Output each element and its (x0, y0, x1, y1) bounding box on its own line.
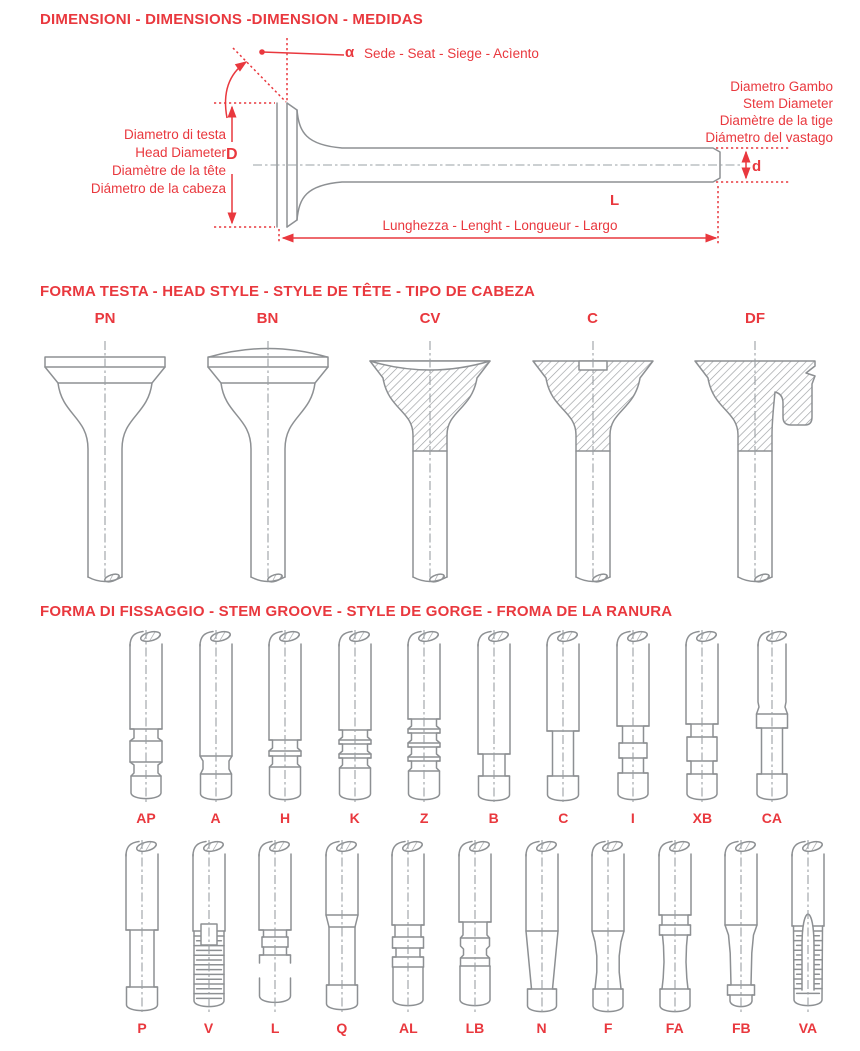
stem-groove-label: LB (465, 1020, 485, 1036)
head-style-item (675, 310, 835, 585)
head-style-row (25, 310, 835, 585)
label-line: Diámetro del vastago (705, 130, 833, 145)
stem-groove-item (510, 838, 574, 1036)
stem-groove-label: CA (761, 810, 783, 826)
valve-head-drawing-cv (350, 329, 510, 585)
label-line: Stem Diameter (742, 96, 833, 111)
head-style-item (350, 310, 510, 585)
head-style-label: BN (256, 310, 279, 327)
stem-groove-item (310, 838, 374, 1036)
stem-groove-drawing-p (110, 838, 174, 1016)
stem-groove-item (323, 628, 387, 826)
label-line: Diametro Gambo (730, 79, 833, 94)
stem-groove-drawing-fb (709, 838, 773, 1016)
stem-groove-section-title: FORMA DI FISSAGGIO - STEM GROOVE - STYLE DE GORGE - FROMA DE LA RANURA (40, 603, 673, 620)
head-style-label: CV (419, 310, 441, 327)
stem-groove-label: B (488, 810, 499, 826)
stem-groove-item (253, 628, 317, 826)
stem-groove-row-2 (110, 838, 840, 1036)
head-style-item (188, 310, 348, 585)
stem-groove-label: N (536, 1020, 547, 1036)
stem-groove-drawing-ca (740, 628, 804, 806)
stem-groove-drawing-v (177, 838, 241, 1016)
stem-groove-item (110, 838, 174, 1036)
stem-groove-label: Q (336, 1020, 348, 1036)
head-style-item (513, 310, 673, 585)
dimensions-section-title: DIMENSIONI - DIMENSIONS -DIMENSION - MEDIDAS (40, 11, 423, 28)
stem-groove-drawing-xb (670, 628, 734, 806)
stem-groove-drawing-l (243, 838, 307, 1016)
stem-groove-drawing-al (376, 838, 440, 1016)
stem-groove-label: F (603, 1020, 613, 1036)
seat-label: Sede - Seat - Siege - Acìento (364, 46, 539, 61)
valve-head-drawing-pn (25, 329, 185, 585)
head-style-label: DF (745, 310, 765, 327)
stem-groove-label: V (203, 1020, 214, 1036)
stem-groove-label: XB (692, 810, 713, 826)
stem-groove-drawing-lb (443, 838, 507, 1016)
stem-groove-item (462, 628, 526, 826)
head-style-section-title: FORMA TESTA - HEAD STYLE - STYLE DE TÊTE - TIPO DE CABEZA (40, 283, 536, 300)
stem-groove-drawing-n (510, 838, 574, 1016)
stem-groove-item (740, 628, 804, 826)
stem-groove-item (643, 838, 707, 1036)
head-diameter-label (38, 126, 226, 198)
stem-groove-drawing-q (310, 838, 374, 1016)
stem-groove-drawing-ap (114, 628, 178, 806)
stem-groove-item (531, 628, 595, 826)
stem-groove-label: Z (419, 810, 429, 826)
stem-groove-drawing-f (576, 838, 640, 1016)
head-style-item (25, 310, 185, 585)
stem-groove-drawing-k (323, 628, 387, 806)
stem-groove-label: L (270, 1020, 280, 1036)
stem-groove-label: I (630, 810, 635, 826)
stem-groove-label: FB (732, 1020, 751, 1036)
stem-groove-drawing-z (392, 628, 456, 806)
valve-head-drawing-c (513, 329, 673, 585)
valve-head-drawing-df (675, 329, 835, 585)
stem-groove-item (776, 838, 840, 1036)
stem-groove-item (184, 628, 248, 826)
stem-groove-item (177, 838, 241, 1036)
head-style-label: PN (94, 310, 116, 327)
stem-groove-label: AP (136, 810, 156, 826)
length-label: Lunghezza - Lenght - Longueur - Largo (382, 218, 618, 233)
stem-groove-label: H (280, 810, 291, 826)
head-style-label: C (587, 310, 598, 327)
angle-symbol: α (345, 44, 355, 61)
stem-groove-label: VA (798, 1020, 818, 1036)
stem-groove-item (114, 628, 178, 826)
stem-groove-item (392, 628, 456, 826)
stem-groove-item (670, 628, 734, 826)
label-line: Diamètre de la tête (111, 163, 226, 178)
stem-groove-drawing-b (462, 628, 526, 806)
stem-groove-label: P (137, 1020, 147, 1036)
stem-groove-item (376, 838, 440, 1036)
stem-groove-item (443, 838, 507, 1036)
stem-groove-label: FA (665, 1020, 684, 1036)
label-line: Diamètre de la tige (719, 113, 833, 128)
head-diameter-symbol: D (226, 146, 238, 163)
stem-groove-item (601, 628, 665, 826)
stem-groove-label: AL (399, 1020, 418, 1036)
stem-diameter-label (645, 78, 833, 146)
label-line: Diametro di testa (123, 127, 226, 142)
stem-groove-drawing-fa (643, 838, 707, 1016)
stem-groove-row-1 (114, 628, 804, 826)
stem-groove-label: A (210, 810, 221, 826)
stem-groove-label: K (349, 810, 360, 826)
stem-groove-item (243, 838, 307, 1036)
stem-groove-drawing-i (601, 628, 665, 806)
length-symbol: L (610, 192, 620, 209)
stem-groove-drawing-c (531, 628, 595, 806)
stem-groove-label: C (558, 810, 569, 826)
stem-groove-drawing-h (253, 628, 317, 806)
label-line: Diámetro de la cabeza (90, 181, 226, 196)
valve-head-drawing-bn (188, 329, 348, 585)
label-line: Head Diameter (135, 145, 226, 160)
stem-groove-drawing-a (184, 628, 248, 806)
stem-groove-item (709, 838, 773, 1036)
stem-groove-drawing-va (776, 838, 840, 1016)
stem-groove-item (576, 838, 640, 1036)
stem-diameter-symbol: d (752, 158, 762, 175)
